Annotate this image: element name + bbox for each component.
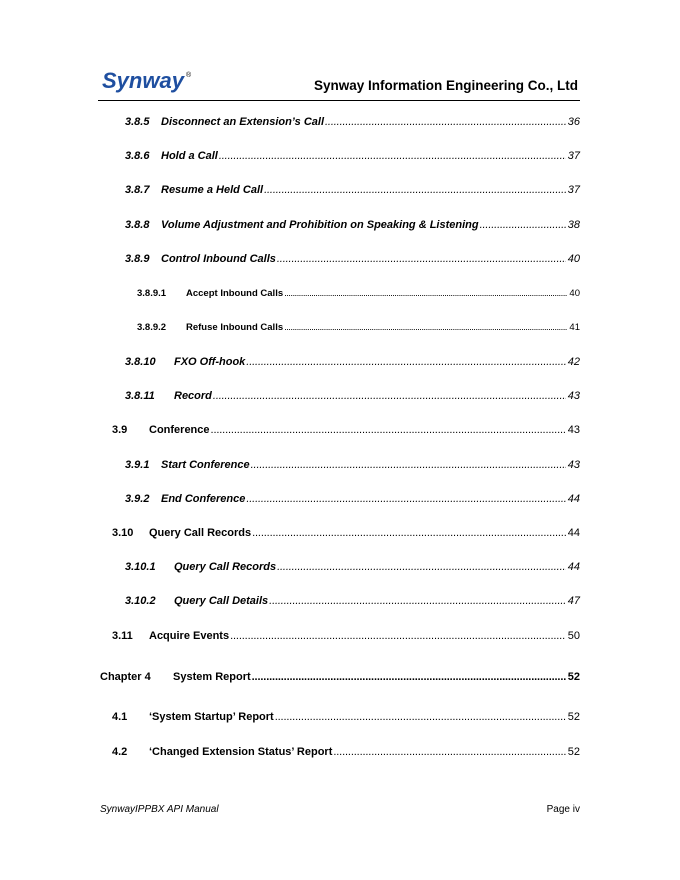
- toc-leader: [251, 459, 566, 471]
- toc-number: 3.9.2: [125, 493, 150, 505]
- toc-entry-3-9[interactable]: [112, 424, 580, 436]
- toc-number: Chapter 4: [100, 671, 151, 683]
- toc-title: Hold a Call: [161, 150, 218, 162]
- toc-entry-3-10[interactable]: [112, 527, 580, 539]
- toc-page: 44: [567, 493, 580, 505]
- toc-number: 3.8.7: [125, 184, 150, 196]
- toc-leader: [277, 253, 566, 265]
- toc-entry-3-8-7[interactable]: [125, 184, 580, 196]
- toc-entry-4-2[interactable]: [112, 746, 580, 758]
- toc-title: ‘System Startup’ Report: [149, 711, 274, 723]
- toc-page: 37: [567, 150, 580, 162]
- toc-number: 3.10: [112, 527, 134, 539]
- toc-leader: [284, 322, 567, 333]
- toc-page: 41: [569, 322, 580, 333]
- toc-leader: [333, 746, 565, 758]
- toc-entry-3-8-8[interactable]: [125, 219, 580, 231]
- toc-number: 4.2: [112, 746, 128, 758]
- synway-logo: [100, 68, 196, 99]
- toc-number: 3.8.9: [125, 253, 150, 265]
- toc-entry-3-8-9[interactable]: [125, 253, 580, 265]
- toc-number: 3.10.1: [125, 561, 156, 573]
- toc-title: Accept Inbound Calls: [186, 288, 284, 299]
- toc-entry-4-1[interactable]: [112, 711, 580, 723]
- toc-page: 43: [567, 424, 580, 436]
- toc-page: 50: [567, 630, 580, 642]
- logo-text: Synway: [102, 68, 184, 93]
- toc-page: 52: [567, 711, 580, 723]
- toc-entry-3-8-5[interactable]: [125, 116, 580, 128]
- toc-title: System Report: [173, 671, 251, 683]
- toc-page: 44: [567, 561, 580, 573]
- toc-page: 52: [567, 671, 580, 683]
- toc-page: 47: [567, 595, 580, 607]
- toc-title: Acquire Events: [149, 630, 230, 642]
- toc-entry-3-8-9-2[interactable]: [137, 322, 580, 333]
- toc-title: Control Inbound Calls: [161, 253, 276, 265]
- toc-title: Query Call Records: [149, 527, 252, 539]
- toc-page: 38: [567, 219, 580, 231]
- toc-leader: [252, 527, 566, 539]
- toc-entry-3-8-10[interactable]: [125, 356, 580, 368]
- toc-entry-3-10-2[interactable]: [125, 595, 580, 607]
- toc-leader: [246, 493, 565, 505]
- toc-entry-chapter-4[interactable]: [100, 671, 580, 683]
- toc-number: 3.8.8: [125, 219, 150, 231]
- toc-entry-3-9-1[interactable]: [125, 459, 580, 471]
- toc-number: 3.9: [112, 424, 128, 436]
- toc-leader: [246, 356, 565, 368]
- toc-entry-3-8-6[interactable]: [125, 150, 580, 162]
- toc-entry-3-8-9-1[interactable]: [137, 288, 580, 299]
- toc-title: End Conference: [161, 493, 246, 505]
- toc-page: 43: [567, 459, 580, 471]
- toc-entry-3-9-2[interactable]: [125, 493, 580, 505]
- toc-number: 3.8.6: [125, 150, 150, 162]
- toc-title: Refuse Inbound Calls: [186, 322, 284, 333]
- toc-leader: [277, 561, 566, 573]
- toc-number: 3.11: [112, 630, 133, 642]
- toc-page: 37: [567, 184, 580, 196]
- toc-title: Conference: [149, 424, 210, 436]
- toc-entry-3-11[interactable]: [112, 630, 580, 642]
- footer-page-number: Page iv: [546, 804, 580, 815]
- toc-leader: [252, 671, 566, 683]
- toc-number: 3.8.11: [125, 390, 155, 402]
- toc-number: 3.8.9.2: [137, 322, 167, 333]
- toc-page: 40: [569, 288, 580, 299]
- toc-page: 52: [567, 746, 580, 758]
- toc-page: 42: [567, 356, 580, 368]
- toc-entry-3-8-11[interactable]: [125, 390, 580, 402]
- toc-number: 3.10.2: [125, 595, 156, 607]
- toc-entry-3-10-1[interactable]: [125, 561, 580, 573]
- company-name: Synway Information Engineering Co., Ltd: [313, 78, 578, 93]
- toc-title: FXO Off-hook: [174, 356, 246, 368]
- toc-leader: [213, 390, 566, 402]
- toc-number: 3.8.10: [125, 356, 156, 368]
- toc-page: 43: [567, 390, 580, 402]
- toc-page: 36: [567, 116, 580, 128]
- page-header: [98, 66, 580, 101]
- toc-number: 3.8.5: [125, 116, 150, 128]
- toc-title: Query Call Records: [174, 561, 277, 573]
- toc-page: 44: [567, 527, 580, 539]
- toc-title: Resume a Held Call: [161, 184, 264, 196]
- toc-leader: [230, 630, 566, 642]
- toc-title: Volume Adjustment and Prohibition on Speaking & Listening: [161, 219, 479, 231]
- toc-number: 3.8.9.1: [137, 288, 167, 299]
- registered-mark: ®: [186, 72, 192, 79]
- toc-leader: [211, 424, 566, 436]
- toc-leader: [264, 184, 566, 196]
- toc-title: ‘Changed Extension Status’ Report: [149, 746, 333, 758]
- toc-page: 40: [567, 253, 580, 265]
- toc-leader: [269, 595, 566, 607]
- toc-number: 3.9.1: [125, 459, 150, 471]
- toc-leader: [284, 288, 567, 299]
- toc-title: Record: [174, 390, 212, 402]
- toc-number: 4.1: [112, 711, 128, 723]
- toc-title: Query Call Details: [174, 595, 269, 607]
- toc-leader: [325, 116, 566, 128]
- toc-title: Start Conference: [161, 459, 250, 471]
- footer-manual-title: SynwayIPPBX API Manual: [100, 804, 219, 815]
- toc-title: Disconnect an Extension’s Call: [161, 116, 325, 128]
- toc-leader: [275, 711, 566, 723]
- toc-leader: [480, 219, 566, 231]
- toc-leader: [219, 150, 566, 162]
